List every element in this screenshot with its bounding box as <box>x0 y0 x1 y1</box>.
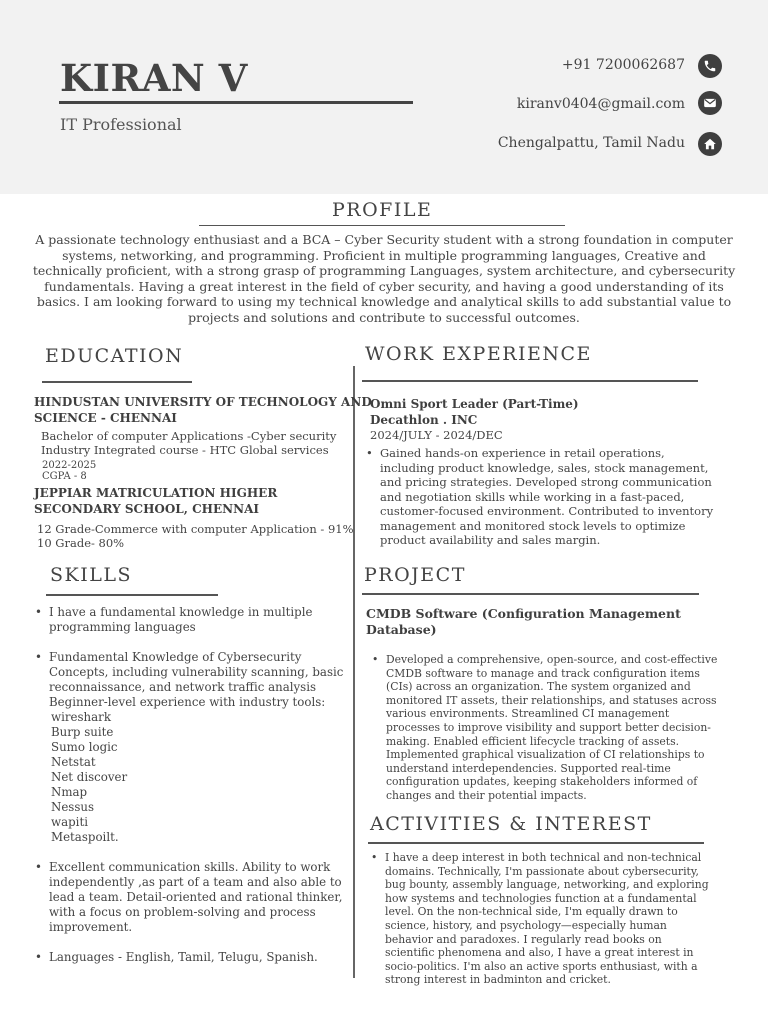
work-bullets <box>366 446 722 548</box>
education-heading: EDUCATION <box>45 345 184 367</box>
profile-summary: A passionate technology enthusiast and a BCA – Cyber Security student with a strong foundation in computer systems, networking, and programming. Proficient in multiple programming languages, Creative and technically proficient, with a strong grasp of programming Languages, system architecture, and cybersecurity fundamentals. Having a great interest in the field of cyber security, and having a good understanding of its basics. I am looking forward to using my technical knowledge and analytical skills to add substantial value to projects and solutions and contribute to successful outcomes. <box>32 232 736 325</box>
tool-item: Sumo logic <box>51 740 118 754</box>
grade-12: 12 Grade-Commerce with computer Application - 91% <box>37 522 354 536</box>
project-bullets <box>372 653 720 803</box>
school-name-line1: JEPPIAR MATRICULATION HIGHER <box>34 486 278 500</box>
activities-rule <box>368 842 704 844</box>
job-dates: 2024/JULY - 2024/DEC <box>370 428 503 442</box>
school-name-line2: SECONDARY SCHOOL, CHENNAI <box>34 501 259 516</box>
tools-list <box>49 710 345 845</box>
degree-years: 2022-2025 <box>42 460 97 471</box>
tool-item: wireshark <box>51 710 111 724</box>
university-name-line1: HINDUSTAN UNIVERSITY OF TECHNOLOGY AND <box>34 395 372 409</box>
activities-heading: ACTIVITIES & INTEREST <box>370 813 652 835</box>
skill-item <box>35 650 345 845</box>
home-icon <box>698 132 722 156</box>
cgpa: CGPA - 8 <box>42 471 87 482</box>
project-heading: PROJECT <box>364 564 466 586</box>
tool-item: wapiti <box>51 815 88 829</box>
skill-item-text: • Fundamental Knowledge of Cybersecurity Concepts, including vulnerability scanning, basic reconnaissance, and network traffic analysis <box>49 650 344 694</box>
location: Chengalpattu, Tamil Nadu <box>497 135 685 151</box>
column-divider <box>353 366 355 978</box>
candidate-title: IT Professional <box>60 115 182 134</box>
tool-item: Nmap <box>51 785 88 799</box>
activities-bullet: • I have a deep interest in both technical and non-technical domains. Technically, I'm passionate about cybersecurity, bug bounty, assembly language, networking, and exploring how systems and technologies function at a fundamental level. On the non-technical side, I'm equally drawn to science, history, and psychology—especially human behavior and paradoxes. I regularly read books on scientific phenomena and also, I have a great interest in socio-politics. I'm also an active sports enthusiast, with a strong interest in badminton and cricket. <box>371 851 711 987</box>
phone-number: +91 7200062687 <box>561 57 685 73</box>
university-name <box>34 395 372 426</box>
job-company: Decathlon . INC <box>370 413 478 427</box>
project-rule <box>362 593 699 595</box>
degree-line2: Industry Integrated course - HTC Global services <box>41 442 329 457</box>
profile-heading: PROFILE <box>332 199 433 221</box>
email-address: kiranv0404@gmail.com <box>516 96 685 112</box>
degree <box>41 430 336 457</box>
skill-item: • Languages - English, Tamil, Telugu, Spanish. <box>35 950 345 965</box>
grade-10: 10 Grade- 80% <box>37 536 125 550</box>
work-bullet: • Gained hands-on experience in retail operations, including product knowledge, sales, stock management, and pricing strategies. Developed strong communication and negotiation skills while working in a fast-paced, customer-focused environment. Contributed to inventory management and monitored stock levels to optimize product availability and sales margin. <box>366 446 722 548</box>
degree-line1: Bachelor of computer Applications -Cyber security <box>41 429 337 443</box>
project-bullet: • Developed a comprehensive, open-source, and cost-effective CMDB software to manage and track configuration items (CIs) across an organization. The system organized and monitored IT assets, their relationships, and statuses across various environments. Streamlined CI management processes to improve visibility and support better decision-making. Enabled efficient lifecycle tracking of assets. Implemented graphical visualization of CI relationships to understand interdependencies. Supported real-time configuration updates, keeping stakeholders informed of changes and their potential impacts. <box>372 653 720 803</box>
tool-item: Nessus <box>51 800 95 814</box>
school-name <box>34 486 277 517</box>
project-title: CMDB Software (Configuration Management Database) <box>366 606 681 637</box>
activities-bullets <box>371 851 711 987</box>
skills-rule <box>46 594 218 596</box>
university-name-line2: SCIENCE - CHENNAI <box>34 410 177 425</box>
resume-header <box>0 0 768 194</box>
phone-icon <box>698 54 722 78</box>
name-underline <box>59 101 413 104</box>
skill-item: • Excellent communication skills. Ability to work independently ,as part of a team and also able to lead a team. Detail-oriented and rational thinker, with a focus on problem-solving and process improvement. <box>35 860 345 935</box>
education-rule <box>42 381 192 383</box>
tool-item: Metaspoilt. <box>51 830 119 844</box>
email-icon <box>698 91 722 115</box>
candidate-name: KIRAN V <box>60 56 248 100</box>
tool-item: Netstat <box>51 755 96 769</box>
tool-item: Burp suite <box>51 725 114 739</box>
skills-list <box>35 605 345 965</box>
skills-heading: SKILLS <box>50 564 132 586</box>
tools-intro: Beginner-level experience with industry tools: <box>49 695 326 709</box>
job-role: Omni Sport Leader (Part-Time) <box>370 397 579 411</box>
tool-item: Net discover <box>51 770 128 784</box>
work-rule <box>362 380 698 382</box>
profile-rule <box>199 225 565 226</box>
skill-item: • I have a fundamental knowledge in multiple programming languages <box>35 605 345 635</box>
work-heading: WORK EXPERIENCE <box>365 343 592 365</box>
